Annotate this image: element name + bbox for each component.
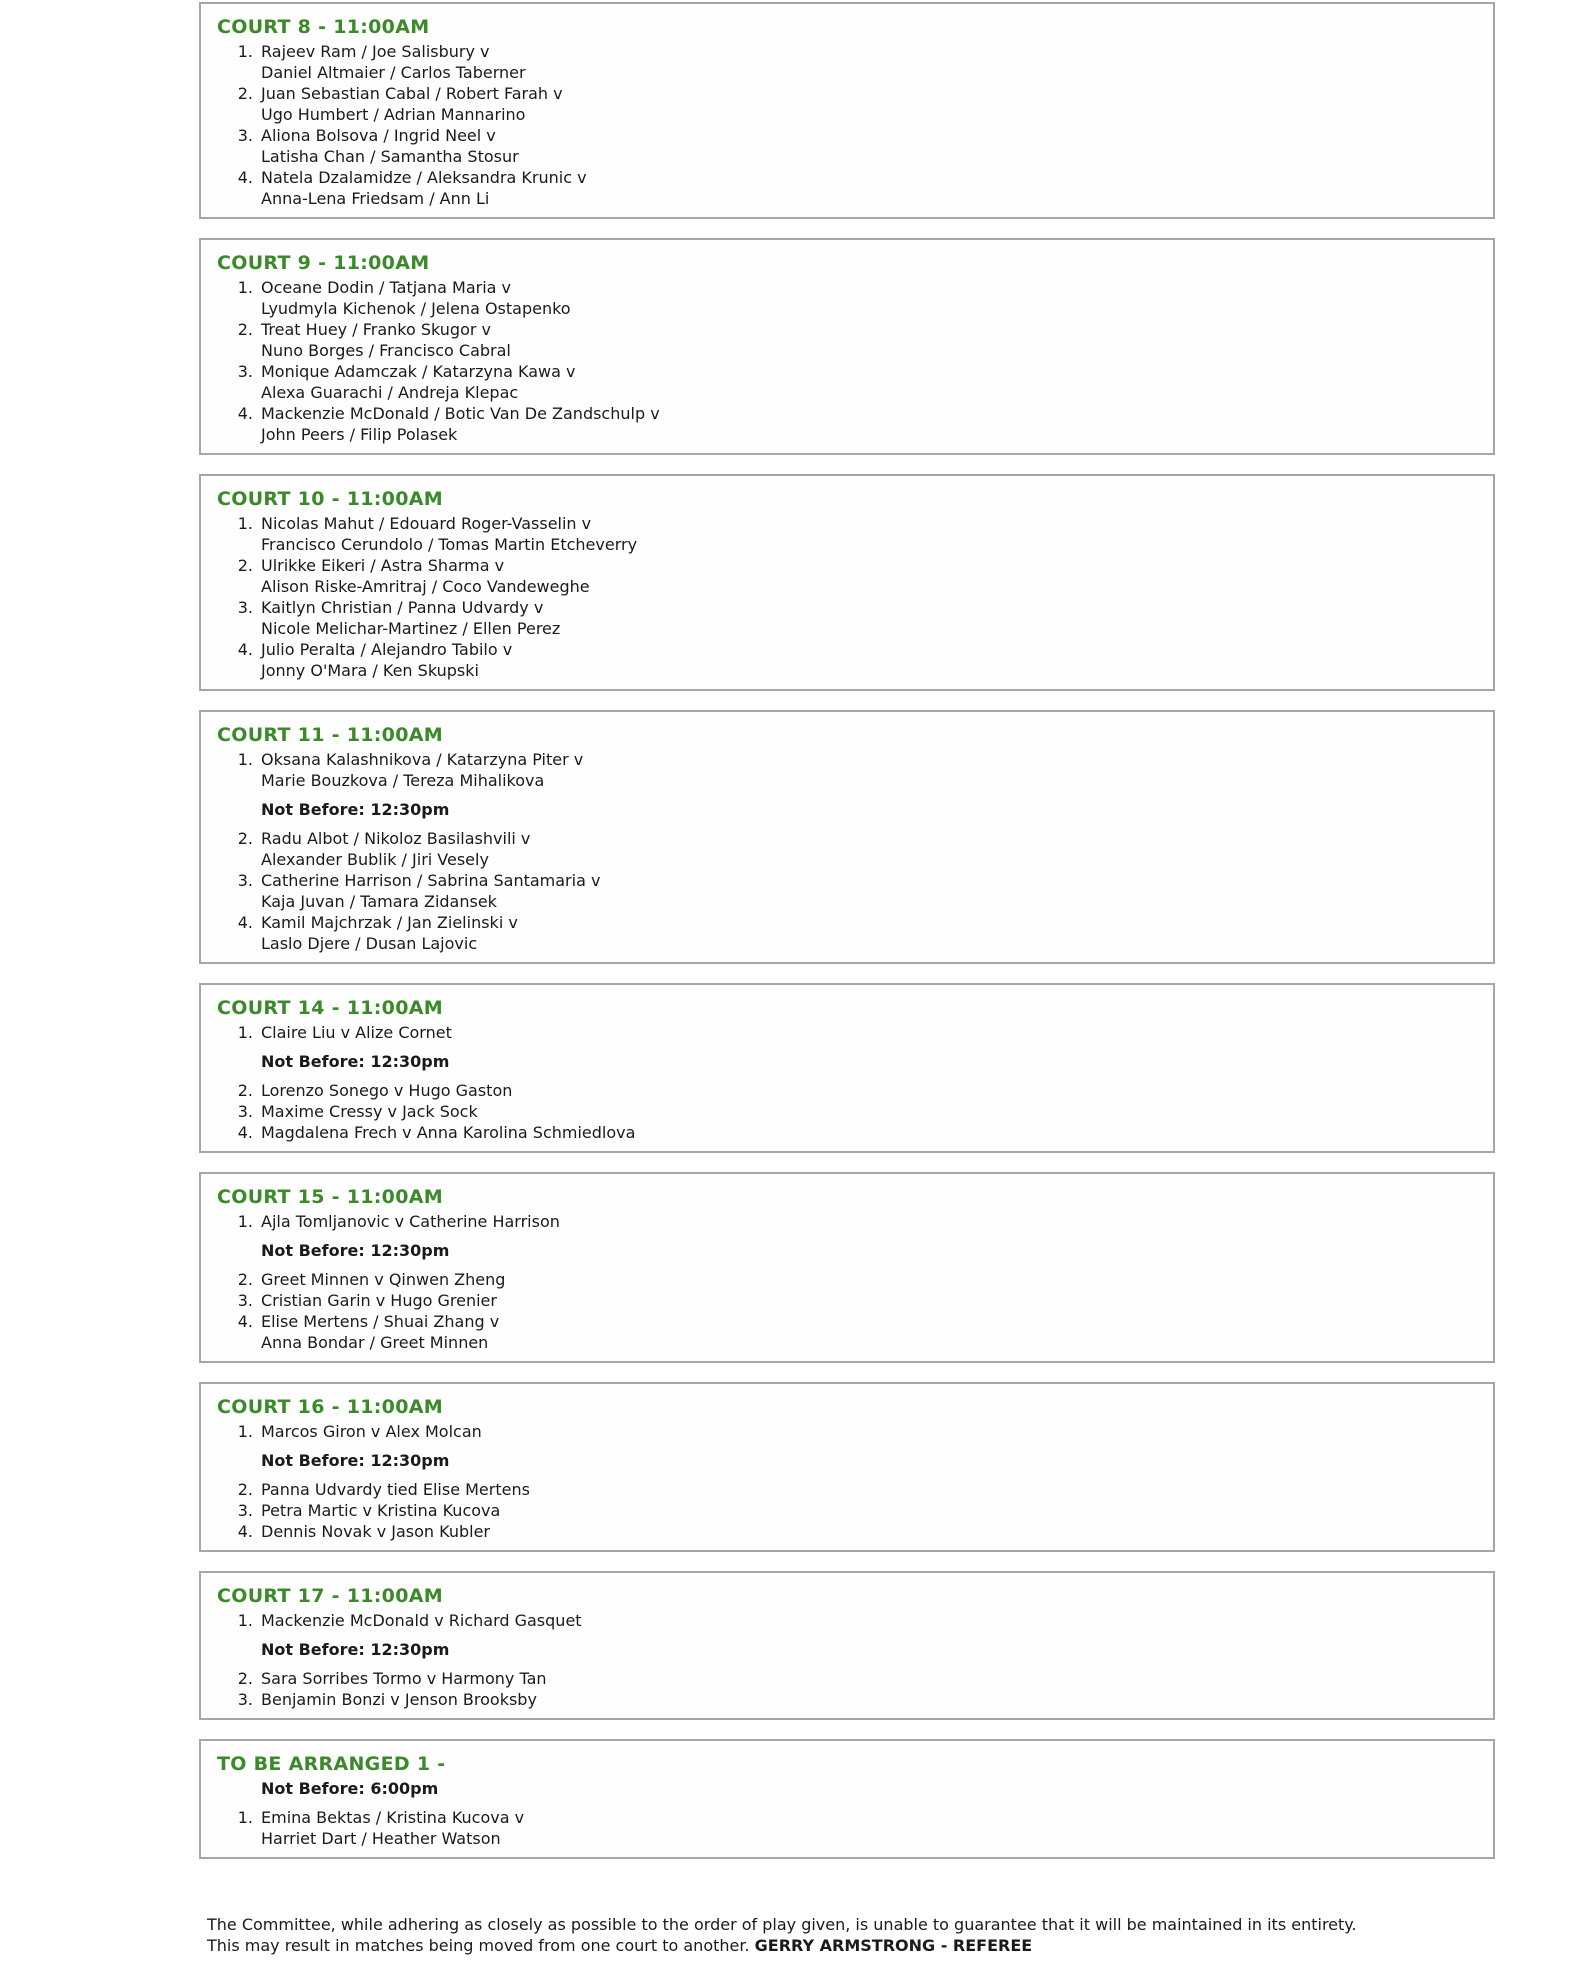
match-entry	[217, 1689, 1477, 1710]
match-entry	[217, 361, 1477, 403]
match-number: 2.	[237, 84, 253, 103]
match-opponents-line: Latisha Chan / Samantha Stosur	[261, 147, 519, 166]
match-entry	[217, 870, 1477, 912]
match-opponents-line: Anna-Lena Friedsam / Ann Li	[261, 189, 490, 208]
referee-signature: GERRY ARMSTRONG - REFEREE	[754, 1936, 1033, 1955]
not-before-note: Not Before: 6:00pm	[261, 1779, 439, 1798]
match-line: Emina Bektas / Kristina Kucova v	[261, 1808, 525, 1827]
match-line: Kaitlyn Christian / Panna Udvardy v	[261, 598, 544, 617]
match-entry	[217, 912, 1477, 954]
match-number: 1.	[237, 1611, 253, 1630]
match-number: 2.	[237, 1081, 253, 1100]
match-number: 2.	[237, 556, 253, 575]
court-title: COURT 14 - 11:00AM	[217, 997, 443, 1019]
court-block	[199, 710, 1495, 964]
match-number: 4.	[237, 1123, 253, 1142]
match-number: 4.	[237, 168, 253, 187]
match-opponents-line: Marie Bouzkova / Tereza Mihalikova	[261, 771, 545, 790]
match-entry	[217, 1122, 1477, 1143]
match-line: Mackenzie McDonald / Botic Van De Zandschulp v	[261, 404, 660, 423]
match-entry	[217, 83, 1477, 125]
match-entry	[217, 1290, 1477, 1311]
court-title: COURT 17 - 11:00AM	[217, 1585, 443, 1607]
match-line: Radu Albot / Nikoloz Basilashvili v	[261, 829, 531, 848]
match-number: 3.	[237, 1501, 253, 1520]
court-block	[199, 2, 1495, 219]
footer-line-2-text: This may result in matches being moved from one court to another.	[207, 1936, 750, 1955]
match-line: Juan Sebastian Cabal / Robert Farah v	[261, 84, 563, 103]
match-opponents-line: Alexander Bublik / Jiri Vesely	[261, 850, 489, 869]
match-line: Claire Liu v Alize Cornet	[261, 1023, 452, 1042]
court-block	[199, 1172, 1495, 1363]
match-opponents-line: Nicole Melichar-Martinez / Ellen Perez	[261, 619, 561, 638]
match-line: Treat Huey / Franko Skugor v	[261, 320, 491, 339]
match-line: Nicolas Mahut / Edouard Roger-Vasselin v	[261, 514, 592, 533]
match-entry	[217, 555, 1477, 597]
match-line: Ulrikke Eikeri / Astra Sharma v	[261, 556, 505, 575]
not-before-note: Not Before: 12:30pm	[261, 1640, 450, 1659]
match-entry	[217, 1022, 1477, 1043]
match-line: Julio Peralta / Alejandro Tabilo v	[261, 640, 513, 659]
match-entry	[217, 41, 1477, 83]
court-title: COURT 9 - 11:00AM	[217, 252, 430, 274]
to-be-arranged-block	[199, 1739, 1495, 1859]
match-opponents-line: Nuno Borges / Francisco Cabral	[261, 341, 511, 360]
match-opponents-line: Ugo Humbert / Adrian Mannarino	[261, 105, 526, 124]
match-number: 4.	[237, 404, 253, 423]
match-entry	[217, 1668, 1477, 1689]
court-block	[199, 1571, 1495, 1720]
match-line: Catherine Harrison / Sabrina Santamaria v	[261, 871, 601, 890]
match-line: Magdalena Frech v Anna Karolina Schmiedlova	[261, 1123, 636, 1142]
court-title: TO BE ARRANGED 1 -	[217, 1753, 446, 1775]
match-line: Oksana Kalashnikova / Katarzyna Piter v	[261, 750, 584, 769]
match-number: 1.	[237, 42, 253, 61]
match-number: 2.	[237, 1270, 253, 1289]
court-block	[199, 238, 1495, 455]
match-opponents-line: Alison Riske-Amritraj / Coco Vandeweghe	[261, 577, 590, 596]
match-entry	[217, 167, 1477, 209]
match-number: 3.	[237, 871, 253, 890]
match-opponents-line: Harriet Dart / Heather Watson	[261, 1829, 501, 1848]
court-block	[199, 474, 1495, 691]
match-opponents-line: Lyudmyla Kichenok / Jelena Ostapenko	[261, 299, 571, 318]
match-line: Cristian Garin v Hugo Grenier	[261, 1291, 497, 1310]
match-opponents-line: Kaja Juvan / Tamara Zidansek	[261, 892, 497, 911]
match-number: 3.	[237, 126, 253, 145]
not-before-note: Not Before: 12:30pm	[261, 1451, 450, 1470]
match-number: 4.	[237, 1312, 253, 1331]
match-entry	[217, 513, 1477, 555]
match-number: 1.	[237, 1023, 253, 1042]
match-opponents-line: Daniel Altmaier / Carlos Taberner	[261, 63, 526, 82]
match-opponents-line: Anna Bondar / Greet Minnen	[261, 1333, 489, 1352]
match-entry	[217, 1500, 1477, 1521]
match-number: 3.	[237, 1102, 253, 1121]
match-entry	[217, 1421, 1477, 1442]
not-before-note: Not Before: 12:30pm	[261, 1052, 450, 1071]
match-line: Natela Dzalamidze / Aleksandra Krunic v	[261, 168, 587, 187]
match-number: 1.	[237, 1808, 253, 1827]
match-number: 2.	[237, 1669, 253, 1688]
match-number: 1.	[237, 1422, 253, 1441]
court-title: COURT 16 - 11:00AM	[217, 1396, 443, 1418]
match-line: Mackenzie McDonald v Richard Gasquet	[261, 1611, 582, 1630]
match-line: Elise Mertens / Shuai Zhang v	[261, 1312, 500, 1331]
match-number: 2.	[237, 1480, 253, 1499]
match-entry	[217, 749, 1477, 791]
match-line: Lorenzo Sonego v Hugo Gaston	[261, 1081, 513, 1100]
court-title: COURT 8 - 11:00AM	[217, 16, 430, 38]
match-line: Kamil Majchrzak / Jan Zielinski v	[261, 913, 518, 932]
match-line: Maxime Cressy v Jack Sock	[261, 1102, 478, 1121]
match-number: 3.	[237, 1690, 253, 1709]
match-line: Dennis Novak v Jason Kubler	[261, 1522, 490, 1541]
match-opponents-line: John Peers / Filip Polasek	[261, 425, 458, 444]
match-opponents-line: Alexa Guarachi / Andreja Klepac	[261, 383, 519, 402]
footer-line-1: The Committee, while adhering as closely as possible to the order of play given, is unable to guarantee that it will be maintained in its entirety.	[207, 1915, 1357, 1934]
match-line: Monique Adamczak / Katarzyna Kawa v	[261, 362, 576, 381]
match-number: 3.	[237, 362, 253, 381]
match-entry	[217, 319, 1477, 361]
match-entry	[217, 1269, 1477, 1290]
court-title: COURT 11 - 11:00AM	[217, 724, 443, 746]
match-number: 1.	[237, 514, 253, 533]
match-entry	[217, 1521, 1477, 1542]
match-number: 1.	[237, 278, 253, 297]
match-number: 3.	[237, 598, 253, 617]
match-opponents-line: Jonny O'Mara / Ken Skupski	[261, 661, 479, 680]
match-number: 3.	[237, 1291, 253, 1310]
match-entry	[217, 277, 1477, 319]
court-title: COURT 10 - 11:00AM	[217, 488, 443, 510]
match-entry	[217, 1311, 1477, 1353]
not-before-note: Not Before: 12:30pm	[261, 800, 450, 819]
match-line: Oceane Dodin / Tatjana Maria v	[261, 278, 511, 297]
match-line: Rajeev Ram / Joe Salisbury v	[261, 42, 490, 61]
match-line: Panna Udvardy tied Elise Mertens	[261, 1480, 530, 1499]
match-number: 4.	[237, 640, 253, 659]
footer-line-2	[207, 1935, 1357, 1956]
match-line: Greet Minnen v Qinwen Zheng	[261, 1270, 506, 1289]
match-number: 4.	[237, 913, 253, 932]
match-entry	[217, 1080, 1477, 1101]
match-entry	[217, 1211, 1477, 1232]
match-number: 4.	[237, 1522, 253, 1541]
match-line: Ajla Tomljanovic v Catherine Harrison	[261, 1212, 560, 1231]
court-block	[199, 983, 1495, 1153]
match-entry	[217, 828, 1477, 870]
match-entry	[217, 403, 1477, 445]
match-entry	[217, 1807, 1477, 1849]
not-before-note: Not Before: 12:30pm	[261, 1241, 450, 1260]
court-title: COURT 15 - 11:00AM	[217, 1186, 443, 1208]
match-number: 1.	[237, 1212, 253, 1231]
match-entry	[217, 1479, 1477, 1500]
match-line: Sara Sorribes Tormo v Harmony Tan	[261, 1669, 547, 1688]
match-number: 2.	[237, 320, 253, 339]
match-line: Marcos Giron v Alex Molcan	[261, 1422, 482, 1441]
match-number: 1.	[237, 750, 253, 769]
order-of-play	[199, 2, 1495, 1878]
match-entry	[217, 125, 1477, 167]
match-line: Benjamin Bonzi v Jenson Brooksby	[261, 1690, 537, 1709]
footer-disclaimer	[207, 1914, 1357, 1956]
match-entry	[217, 639, 1477, 681]
match-entry	[217, 597, 1477, 639]
court-block	[199, 1382, 1495, 1552]
match-number: 2.	[237, 829, 253, 848]
match-entry	[217, 1101, 1477, 1122]
match-opponents-line: Laslo Djere / Dusan Lajovic	[261, 934, 478, 953]
match-line: Aliona Bolsova / Ingrid Neel v	[261, 126, 496, 145]
match-opponents-line: Francisco Cerundolo / Tomas Martin Etcheverry	[261, 535, 638, 554]
match-line: Petra Martic v Kristina Kucova	[261, 1501, 501, 1520]
match-entry	[217, 1610, 1477, 1631]
